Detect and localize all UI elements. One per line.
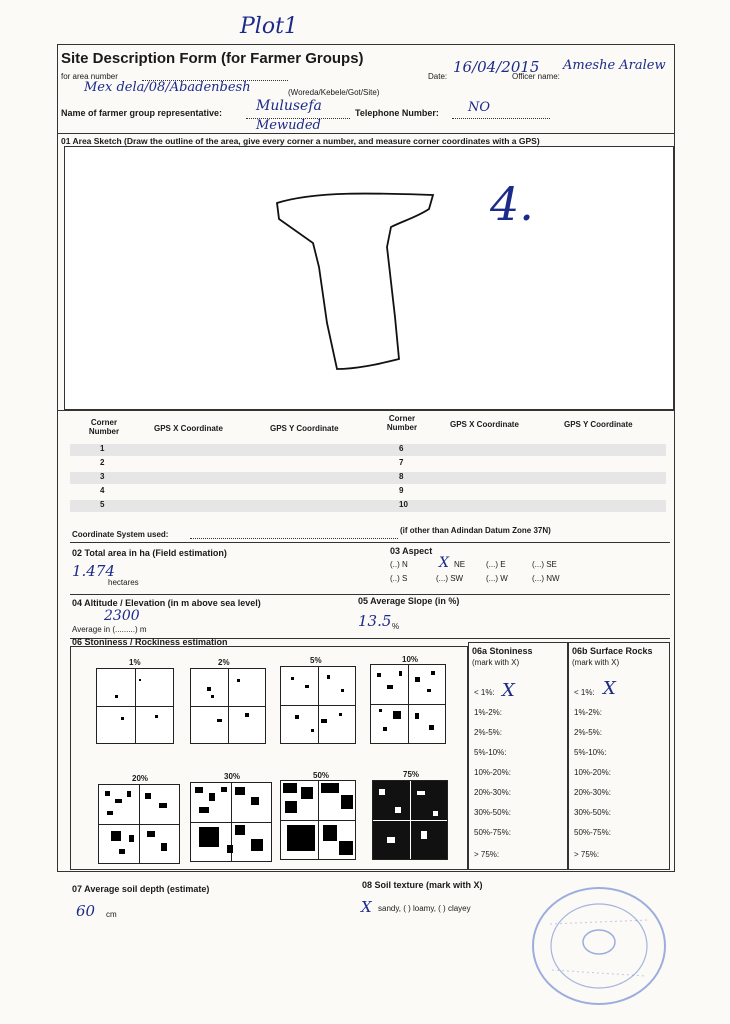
col-gps-y: GPS Y Coordinate [270, 424, 339, 433]
aspect-heading: 03 Aspect [390, 546, 433, 556]
divider [57, 133, 674, 134]
altitude-value: 2300 [104, 608, 140, 624]
soil-depth-heading: 07 Average soil depth (estimate) [72, 884, 210, 894]
pct-label: 5% [310, 656, 322, 665]
sketch-area [64, 146, 674, 410]
phone-line [452, 118, 550, 119]
col-corner-number: Corner Number [88, 418, 120, 436]
stoniness-class: < 1%: [474, 688, 495, 697]
table-row: 1 6 [70, 444, 666, 456]
divider [70, 542, 670, 543]
stoniness-diagram-4 [370, 664, 446, 744]
coord-system-line [190, 538, 398, 539]
rep-label: Name of farmer group representative: [61, 108, 223, 118]
divider [70, 594, 670, 595]
officer-label: Officer name: [512, 72, 560, 81]
soil-depth-value: 60 [76, 902, 96, 920]
stoniness-class: 50%-75%: [474, 828, 511, 837]
col-b-sub: (mark with X) [572, 658, 620, 667]
stoniness-diagram-2 [190, 668, 266, 744]
col-gps-x: GPS X Coordinate [154, 424, 223, 433]
col-gps-x-2: GPS X Coordinate [450, 420, 519, 429]
stoniness-diagram-1 [96, 668, 174, 744]
surface-rock-class: 2%-5%: [574, 728, 603, 737]
stoniness-diagram-5 [98, 784, 180, 864]
stoniness-class: 5%-10%: [474, 748, 507, 757]
slope-heading: 05 Average Slope (in %) [358, 596, 460, 606]
gps-table-header [70, 414, 666, 442]
aspect-sw: (...) SW [436, 574, 464, 583]
aspect-w: (...) W [486, 574, 508, 583]
pct-label: 75% [403, 770, 420, 779]
north-mark: 4. [490, 177, 534, 231]
aspect-ne-mark: X [439, 555, 449, 571]
office-stamp [530, 884, 668, 1008]
slope-value: 13.5 [358, 612, 392, 630]
soil-texture-heading: 08 Soil texture (mark with X) [362, 880, 483, 890]
aspect-se: (...) SE [532, 560, 557, 569]
pct-label: 10% [402, 655, 419, 664]
rep-value-1: Mulusefa [256, 98, 322, 114]
slope-unit: % [392, 622, 400, 631]
date-value: 16/04/2015 [453, 58, 540, 76]
stoniness-class: 10%-20%: [474, 768, 511, 777]
plot-note: Plot1 [240, 14, 298, 39]
stoniness-class: 2%-5%: [474, 728, 503, 737]
aspect-s: (..) S [390, 574, 408, 583]
officer-value: Ameshe Aralew [563, 58, 666, 73]
total-area-value: 1.474 [72, 562, 115, 580]
phone-label: Telephone Number: [355, 108, 439, 118]
aspect-nw: (...) NW [532, 574, 560, 583]
total-area-heading: 02 Total area in ha (Field estimation) [72, 548, 227, 558]
table-row: 5 10 [70, 500, 666, 512]
table-row: 3 8 [70, 472, 666, 484]
table-row: 4 9 [100, 486, 404, 495]
stoniness-diagram-6 [190, 782, 272, 862]
col-a-title: 06a Stoniness [472, 646, 533, 656]
area-label: for area number [61, 72, 118, 81]
surface-rock-class: 10%-20%: [574, 768, 611, 777]
surface-rock-class: 5%-10%: [574, 748, 607, 757]
stoniness-class: > 75%: [474, 850, 500, 859]
stoniness-diagram-7 [280, 780, 356, 860]
col-a-sub: (mark with X) [472, 658, 520, 667]
altitude-heading: 04 Altitude / Elevation (in m above sea level) [72, 598, 261, 608]
aspect-ne: NE [454, 560, 466, 569]
field-outline-drawing [65, 147, 673, 409]
surface-rock-class: 20%-30%: [574, 788, 611, 797]
soil-texture-options: sandy, ( ) loamy, ( ) clayey [378, 904, 471, 913]
rep-value-2: Mewuded [256, 118, 321, 133]
soil-texture-mark: X [361, 898, 372, 916]
date-label: Date: [428, 72, 448, 81]
stoniness-diagram-8 [372, 780, 448, 860]
altitude-label: Average in (.........) m [72, 625, 147, 634]
surface-rock-class: > 75%: [574, 850, 600, 859]
surface-rock-class: < 1%: [574, 688, 595, 697]
col-corner-number-2: Corner Number [386, 414, 418, 432]
pct-label: 2% [218, 658, 230, 667]
divider [57, 410, 674, 411]
surface-rock-class: 1%-2%: [574, 708, 603, 717]
pct-label: 30% [224, 772, 241, 781]
coord-system-note: (if other than Adindan Datum Zone 37N) [400, 526, 551, 535]
aspect-e: (...) E [486, 560, 506, 569]
sketch-heading: 01 Area Sketch (Draw the outline of the area, give every corner a number, and measure corner coordinates with a GPS) [61, 136, 540, 146]
aspect-n: (..) N [390, 560, 408, 569]
phone-value: NO [468, 100, 491, 115]
col-b-title: 06b Surface Rocks [572, 646, 653, 656]
pct-label: 20% [132, 774, 149, 783]
total-area-unit: hectares [108, 578, 139, 587]
surface-rock-class: 30%-50%: [574, 808, 611, 817]
pct-label: 50% [313, 771, 330, 780]
area-value: Mex dela/08/Abadenbesh [84, 80, 251, 95]
soil-depth-unit: cm [106, 910, 117, 919]
form-title: Site Description Form (for Farmer Groups) [61, 50, 364, 67]
col-gps-y-2: GPS Y Coordinate [564, 420, 633, 429]
area-suffix: (Woreda/Kebele/Got/Site) [288, 88, 380, 97]
table-row: 2 7 [100, 458, 404, 467]
stoniness-heading: 06 Stoniness / Rockiness estimation [72, 637, 228, 647]
stoniness-diagram-3 [280, 666, 356, 744]
pct-label: 1% [129, 658, 141, 667]
stoniness-class: 30%-50%: [474, 808, 511, 817]
stoniness-class: 1%-2%: [474, 708, 503, 717]
surface-rock-class: 50%-75%: [574, 828, 611, 837]
surface-rock-mark: X [603, 678, 616, 699]
coord-system-label: Coordinate System used: [72, 530, 169, 539]
stoniness-class: 20%-30%: [474, 788, 511, 797]
stoniness-mark: X [502, 680, 515, 701]
